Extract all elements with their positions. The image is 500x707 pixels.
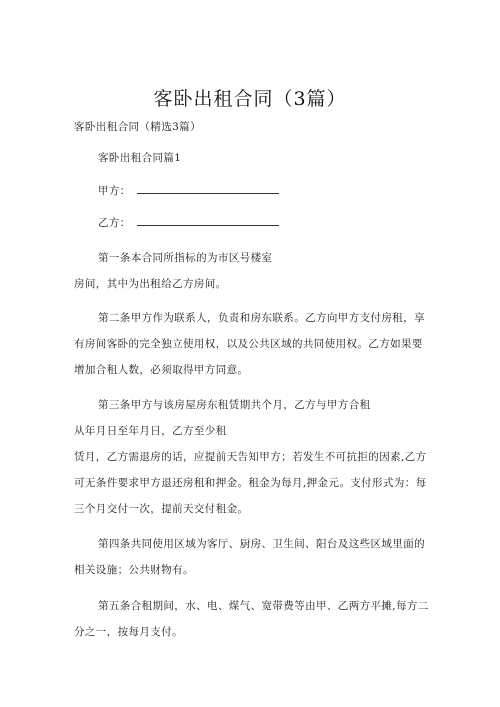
paragraph-2-line-1: 第二条甲方作为联系人，负责和房东联系。乙方向甲方支付房租，享 — [98, 312, 425, 324]
paragraph-4-line-1: 第四条共同使用区域为客厅、厨房、卫生间、阳台及这些区域里面的 — [98, 538, 425, 550]
document-subtitle: 客卧出租合同（精选3篇） — [74, 121, 201, 133]
paragraph-5-line-2: 分之一，按每月支付。 — [74, 626, 183, 638]
party-a-label: 甲方： — [98, 185, 131, 197]
party-b-blank — [137, 215, 279, 226]
party-a-blank — [137, 183, 279, 194]
party-b-label: 乙方： — [98, 217, 131, 229]
paragraph-2-line-3: 增加合租人数，必须取得甲方同意。 — [74, 364, 249, 376]
paragraph-3-line-1: 第三条甲方与该房屋房东租赁期共个月，乙方与甲方合租 — [98, 399, 371, 411]
paragraph-2-line-2: 有房间客卧的完全独立使用权，以及公共区域的共同使用权。乙方如果要 — [74, 338, 423, 350]
paragraph-3-line-3: 赁月，乙方需退房的话，应提前天告知甲方；若发生不可抗拒的因素,乙方 — [74, 451, 427, 463]
paragraph-1-line-2: 房间，其中为出租给乙方房间。 — [74, 278, 227, 290]
paragraph-1-line-1: 第一条本合同所指标的为市区号楼室 — [98, 252, 273, 264]
paragraph-3-line-5: 三个月交付一次，提前天交付租金。 — [74, 503, 249, 515]
paragraph-5-line-1: 第五条合租期间，水、电、煤气、宽带费等由甲、乙两方平摊,每方二 — [98, 600, 429, 612]
paragraph-4-line-2: 相关设施；公共财物有。 — [74, 564, 194, 576]
paragraph-3-line-4: 可无条件要求甲方退还房租和押金。租金为每月,押金元。支付形式为：每 — [74, 477, 427, 489]
document-title: 客卧出租合同（3篇） — [153, 88, 347, 110]
section-heading: 客卧出租合同篇1 — [98, 152, 182, 164]
party-b-line — [98, 215, 279, 230]
party-a-line — [98, 183, 279, 198]
paragraph-3-line-2: 从年月日至年月日，乙方至少租 — [74, 425, 227, 437]
